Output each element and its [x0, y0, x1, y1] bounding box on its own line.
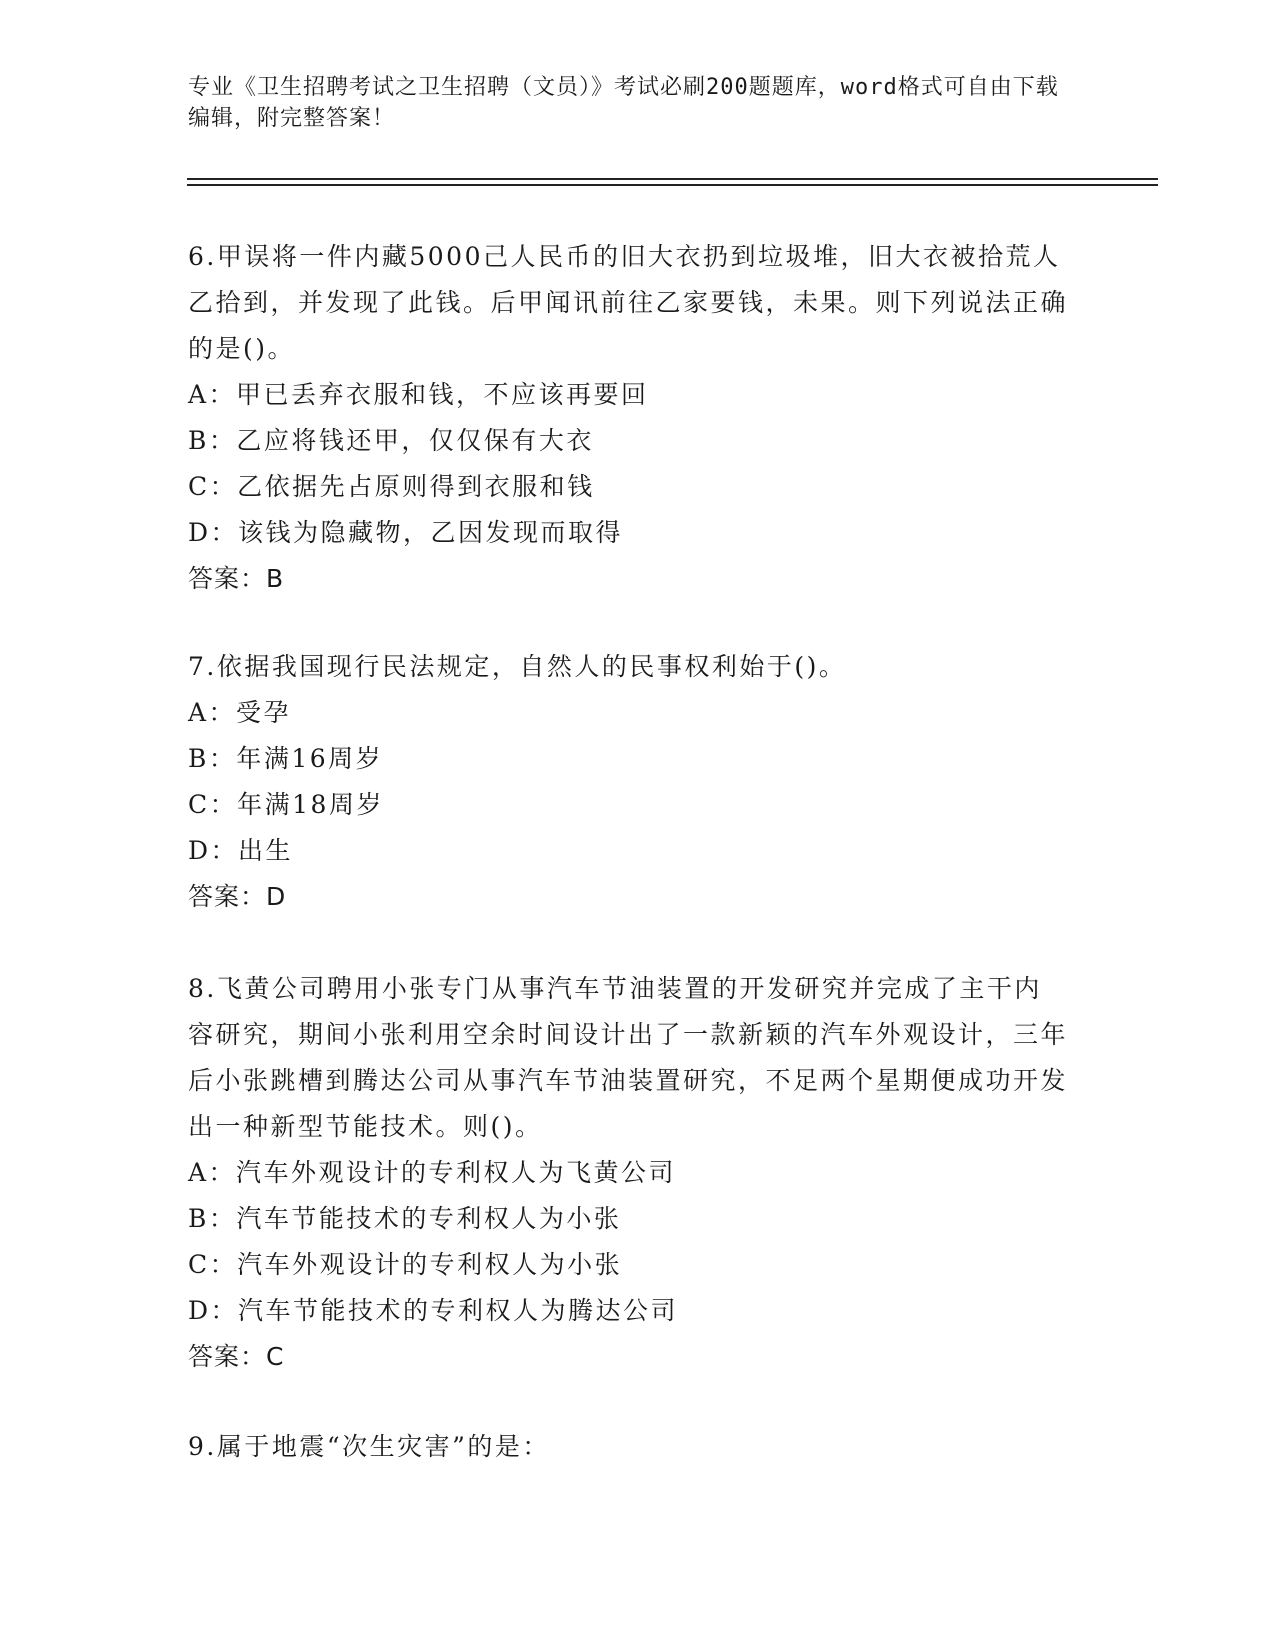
- option-b: B：乙应将钱还甲，仅仅保有大衣: [188, 426, 594, 455]
- header-divider-bottom: [187, 184, 1158, 186]
- question-stem: 9.属于地震“次生灾害”的是：: [188, 1432, 550, 1461]
- option-a: A：受孕: [188, 698, 292, 727]
- option-b: B：汽车节能技术的专利权人为小张: [188, 1204, 622, 1233]
- option-c: C：年满18周岁: [188, 790, 384, 819]
- option-d: D：出生: [188, 836, 294, 865]
- option-a: A：汽车外观设计的专利权人为飞黄公司: [188, 1158, 677, 1187]
- question-6: [188, 234, 1068, 602]
- option-b: B：年满16周岁: [188, 744, 384, 773]
- answer: 答案：B: [188, 564, 285, 593]
- answer: 答案：C: [188, 1342, 285, 1371]
- question-8: [188, 966, 1068, 1380]
- question-7: [188, 644, 1068, 920]
- question-stem: 6.甲误将一件内藏5000己人民币的旧大衣扔到垃圾堆，旧大衣被拾荒人乙拾到，并发现了此钱。后甲闻讯前往乙家要钱，未果。则下列说法正确的是()。: [188, 242, 1069, 363]
- option-c: C：乙依据先占原则得到衣服和钱: [188, 472, 595, 501]
- document-header: 专业《卫生招聘考试之卫生招聘（文员）》考试必刷200题题库，word格式可自由下载编辑，附完整答案！: [188, 75, 1059, 131]
- option-d: D：该钱为隐藏物，乙因发现而取得: [188, 518, 624, 547]
- answer: 答案：D: [188, 882, 287, 911]
- question-stem: 8.飞黄公司聘用小张专门从事汽车节油装置的开发研究并完成了主干内容研究，期间小张利用空余时间设计出了一款新颖的汽车外观设计，三年后小张跳槽到腾达公司从事汽车节油装置研究，不足两个星期便成功开发出一种新型节能技术。则()。: [188, 974, 1069, 1141]
- option-d: D：汽车节能技术的专利权人为腾达公司: [188, 1296, 679, 1325]
- question-9: [188, 1424, 1068, 1470]
- header-divider-top: [187, 178, 1158, 180]
- option-a: A：甲已丢弃衣服和钱，不应该再要回: [188, 380, 649, 409]
- question-stem: 7.依据我国现行民法规定，自然人的民事权利始于()。: [188, 652, 847, 681]
- option-c: C：汽车外观设计的专利权人为小张: [188, 1250, 623, 1279]
